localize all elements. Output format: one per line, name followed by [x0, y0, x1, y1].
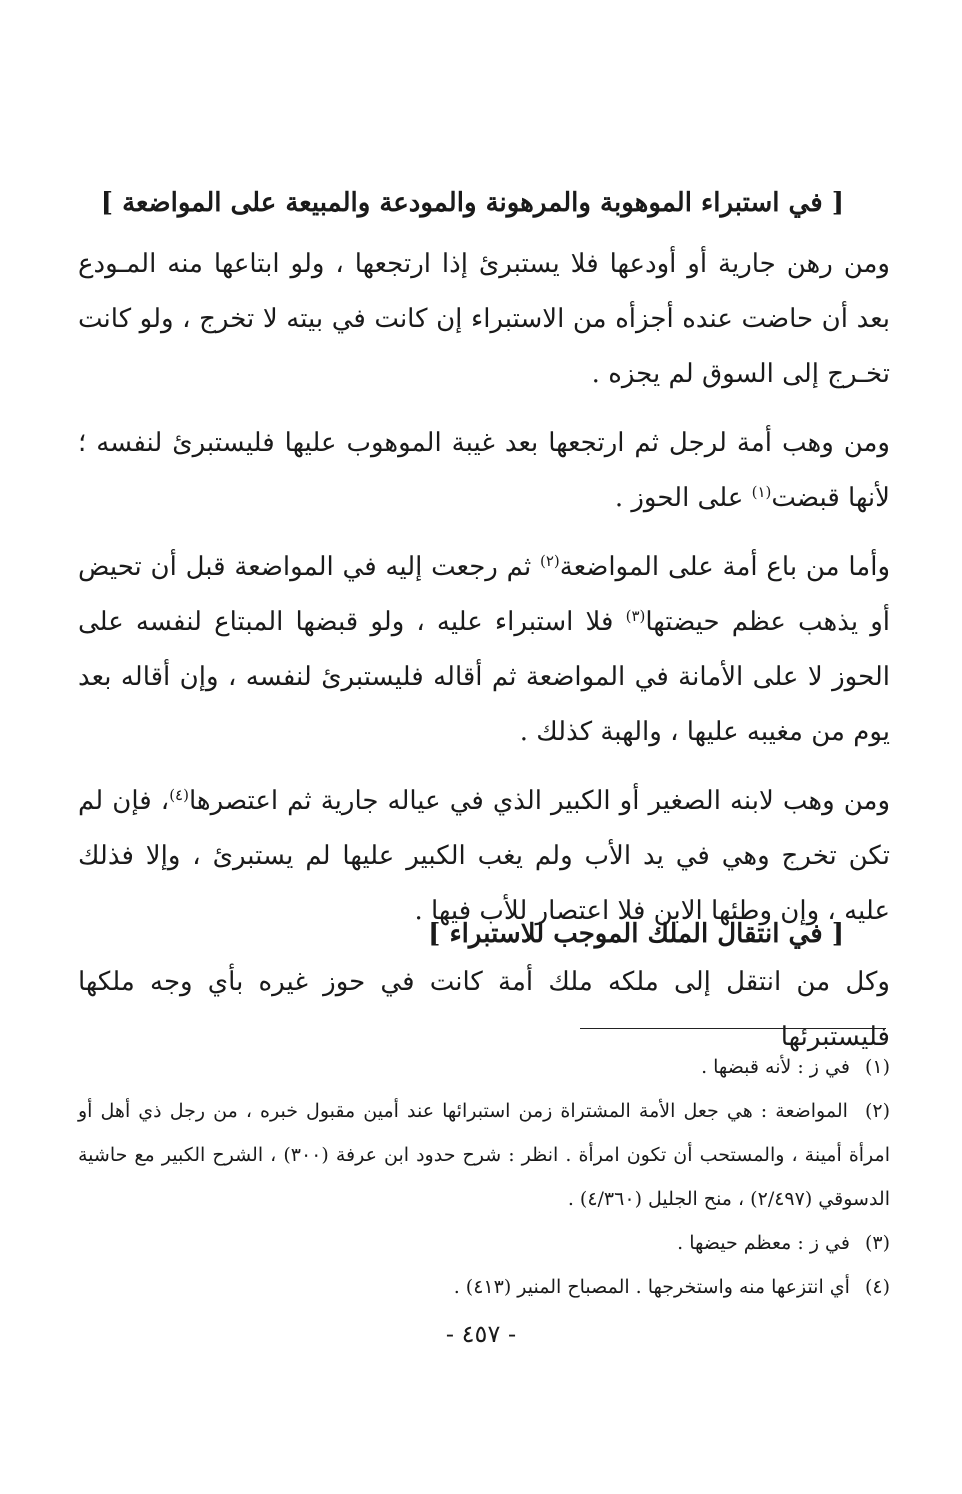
paragraph-text: فلا استبراء عليه ، ولو قبضها المبتاع لنفسه على الحوز لا على الأمانة في المواضعة ثم أقاله فليستبرئ لنفسه ، وإن أقاله بعد يوم من مغيبه عليها ، والهبة كذلك . — [78, 607, 890, 747]
paragraph — [78, 416, 890, 526]
paragraph — [78, 540, 890, 760]
footnote-marker: (١) — [751, 483, 772, 501]
footnote-number: (١) — [864, 1056, 890, 1078]
footnotes — [78, 1045, 890, 1309]
paragraph-text: وأما من باع أمة على المواضعة — [559, 552, 891, 582]
paragraph: ومن رهن جارية أو أودعها فلا يستبرئ إذا ارتجعها ، ولو ابتاعها منه المـودع بعد أن حاضت عنده أجزأه من الاستبراء إن كانت في بيته لا تخرج ، ولو كانت تخـرج إلى السوق لم يجزه . — [78, 249, 890, 389]
footnote-marker: (٢) — [539, 552, 560, 570]
section-heading-1: [ في استبراء الموهوبة والمرهونة والمودعة والمبيعة على المواضعة ] — [100, 188, 844, 218]
page-number: - ٤٥٧ - — [445, 1320, 517, 1348]
paragraph: وكل من انتقل إلى ملكه ملك أمة كانت في حوز غيره بأي وجه ملكها فليستبرئها — [78, 967, 890, 1052]
footnote-item — [78, 1265, 890, 1309]
paragraph-text: على الحوز . — [614, 483, 752, 513]
footnote-number: (٤) — [864, 1276, 890, 1298]
footnote-text: في ز : معظم حيضها . — [677, 1232, 850, 1254]
footnote-item — [78, 1089, 890, 1221]
section-1-body — [78, 237, 890, 939]
footnote-item — [78, 1045, 890, 1089]
paragraph-text: ثم رجعت إليه في المواضعة قبل أن تحيض أو يذهب عظم حيضتها — [78, 552, 890, 637]
paragraph-text: ومن وهب أمة لرجل ثم ارتجعها بعد غيبة الموهوب عليها فليستبرئ لنفسه ؛ لأنها قبضت — [78, 428, 890, 513]
footnote-marker: (٣) — [625, 607, 646, 625]
paragraph-text: ، فإن لم تكن تخرج وهي في يد الأب ولم يغب الكبير عليها لم يستبرئ ، وإلا فذلك عليه ، وإن وطئها الابن فلا اعتصار للأب فيها . — [78, 786, 890, 926]
footnote-text: المواضعة : هي جعل الأمة المشتراة زمن استبرائها عند أمين مقبول خبره ، من رجل ذي أهل أو امرأة أمينة ، والمستحب أن تكون امرأة . انظر : شرح حدود ابن عرفة (٣٠٠) ، الشرح الكبير مع حاشية الدسوقي (٢/٤٩٧) ، منح الجليل (٤/٣٦٠) . — [78, 1100, 890, 1210]
paragraph — [78, 774, 890, 939]
footnote-text: أي انتزعها منه واستخرجها . المصباح المنير (٤١٣) . — [453, 1276, 850, 1298]
footnote-text: في ز : لأنه قبضها . — [701, 1056, 850, 1078]
footnote-separator — [580, 1028, 886, 1029]
footnote-number: (٣) — [864, 1232, 890, 1254]
section-heading-2: [ في انتقال الملك الموجب للاستبراء ] — [428, 919, 844, 949]
footnote-marker: (٤) — [169, 786, 189, 804]
footnote-item — [78, 1221, 890, 1265]
footnote-number: (٢) — [864, 1100, 891, 1122]
paragraph-text: ومن وهب لابنه الصغير أو الكبير الذي في عياله جارية ثم اعتصرها — [188, 786, 891, 816]
